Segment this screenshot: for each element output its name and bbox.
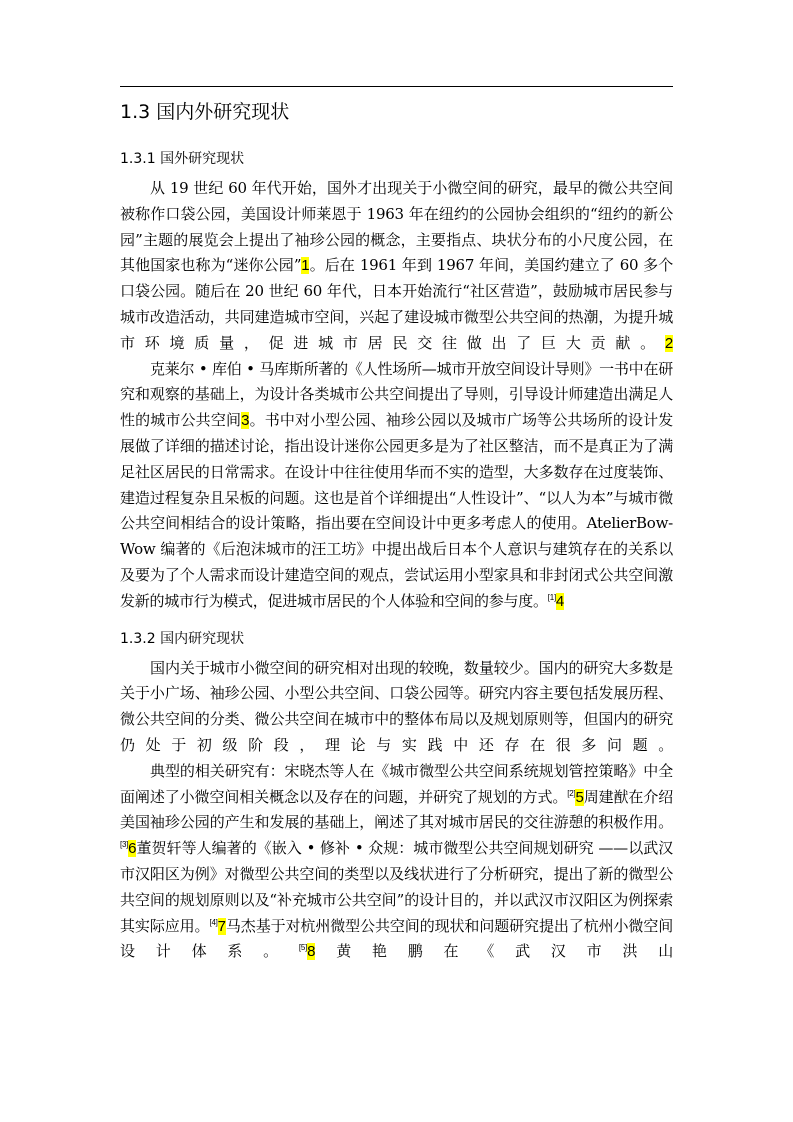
reference-superscript: [1] (547, 592, 556, 602)
section-heading-1-3-1: 1.3.1 国外研究现状 (120, 151, 245, 167)
citation-marker: 6 (128, 840, 137, 858)
document-body (120, 94, 673, 965)
paragraph-foreign-1: 从 19 世纪 60 年代开始，国外才出现关于小微空间的研究，最早的微公共空间被称作口袋公园，美国设计师莱恩于 1963 年在纽约的公园协会组织的“纽约的新公园”主题的展览会上提出了袖珍公园的概念，主要指点、块状分布的小尺度公园，在其他国家也称为“迷你公园”1。后在 1961 年到 1967 年间，美国约建立了 60 多个口袋公园。随后在 20 世纪 60 年代，日本开始流行“社区营造”，鼓励城市居民参与城市改造活动，共同建造城市空间，兴起了建设城市微型公共空间的热潮，为提升城市环境质量，促进城市居民交往做出了巨大贡献。2 (120, 179, 674, 352)
header-rule (120, 86, 673, 87)
citation-marker: 5 (575, 788, 584, 806)
paragraph-foreign-2: 克莱尔 • 库伯 • 马库斯所著的《人性场所—城市开放空间设计导则》一书中在研究和观察的基础上，为设计各类城市公共空间提出了导则，引导设计师建造出满足人性的城市公共空间3。书中对小型公园、袖珍公园以及城市广场等公共场所的设计发展做了详细的描述讨论，指出设计迷你公园更多是为了社区整洁，而不是真正为了满足社区居民的日常需求。在设计中往往使用华而不实的造型，大多数存在过度装饰、建造过程复杂且呆板的问题。这也是首个详细提出“人性设计”、“以人为本”与城市微公共空间相结合的设计策略，指出要在空间设计中更多考虑人的使用。AtelierBow-Wow 编著的《后泡沫城市的汪工坊》中提出战后日本个人意识与建筑存在的关系以及要为了个人需求而设计建造空间的观点，尝试运用小型家具和非封闭式公共空间激发新的城市行为模式，促进城市居民的个人体验和空间的参与度。[1]4 (120, 359, 673, 610)
paragraph-domestic-1: 国内关于城市小微空间的研究相对出现的较晚，数量较少。国内的研究大多数是关于小广场、袖珍公园、小型公共空间、口袋公园等。研究内容主要包括发展历程、微公共空间的分类、微公共空间在城市中的整体布局以及规划原则等，但国内的研究仍处于初级阶段，理论与实践中还存在很多问题。 (120, 658, 673, 754)
citation-marker: 1 (301, 257, 310, 275)
reference-superscript: [2] (567, 788, 576, 798)
citation-marker: 7 (217, 917, 226, 935)
reference-superscript: [3] (120, 840, 129, 850)
citation-marker: 8 (307, 943, 316, 961)
paragraph-domestic-2: 典型的相关研究有：宋晓杰等人在《城市微型公共空间系统规划管控策略》中全面阐述了小微空间相关概念以及存在的问题，并研究了规划的方式。[2]5周建猷在介绍美国袖珍公园的产生和发展的基础上，阐述了其对城市居民的交往游憩的积极作用。[3]6董贺轩等人编著的《嵌入 • 修补 • 众规：城市微型公共空间规划研究 ——以武汉市汉阳区为例》对微型公共空间的类型以及线状进行了分析研究，提出了新的微型公共空间的规划原则以及“补充城市公共空间”的设计目的，并以武汉市汉阳区为例探索其实际应用。[4]7马杰基于对杭州微型公共空间的现状和问题研究提出了杭州小微空间设计体系。[5]8黄艳鹏在《武汉市洪山 (120, 761, 673, 961)
reference-superscript: [5] (298, 943, 308, 953)
section-heading-1-3-2: 1.3.2 国内研究现状 (120, 630, 245, 647)
citation-marker: 4 (555, 592, 565, 610)
section-heading-1-3: 1.3 国内外研究现状 (120, 101, 290, 123)
citation-marker: 3 (241, 412, 250, 430)
citation-marker: 2 (664, 334, 673, 352)
reference-superscript: [4] (209, 917, 218, 927)
